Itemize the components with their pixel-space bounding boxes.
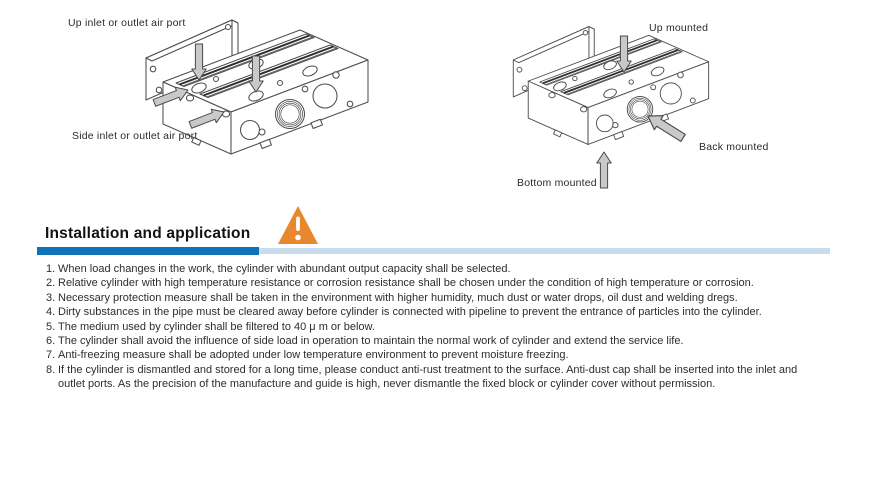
note-number: 3. xyxy=(46,291,56,304)
note-text: Relative cylinder with high temperature resistance or corrosion resistance shall be chosen under the condition of high temperature or corrosion. xyxy=(58,277,754,290)
note-number: 7. xyxy=(46,349,56,362)
note-number: 8. xyxy=(46,363,56,376)
header-rule-light xyxy=(259,248,830,254)
label-back-mounted: Back mounted xyxy=(699,141,769,153)
note-item xyxy=(46,305,812,319)
section-title: Installation and application xyxy=(45,225,251,242)
note-text: The cylinder shall avoid the influence of side load in operation to maintain the normal work of cylinder and extend the service life. xyxy=(58,335,684,348)
label-up-mounted: Up mounted xyxy=(649,22,709,34)
up-arrow-icon xyxy=(597,152,611,188)
header-rule-dark xyxy=(37,247,259,255)
note-item xyxy=(46,348,812,362)
note-item xyxy=(46,320,812,334)
note-number: 6. xyxy=(46,335,56,348)
note-text: The medium used by cylinder shall be filtered to 40 μ m or below. xyxy=(58,320,375,333)
warning-triangle-icon xyxy=(276,204,320,250)
note-item xyxy=(46,262,812,276)
note-text: Anti-freezing measure shall be adopted under low temperature environment to prevent moisture freezing. xyxy=(58,349,569,362)
note-number: 1. xyxy=(46,263,56,275)
note-item xyxy=(46,291,812,305)
note-number: 4. xyxy=(46,306,56,319)
note-text: When load changes in the work, the cylinder with abundant output capacity shall be selected. xyxy=(58,263,511,275)
note-text: Necessary protection measure shall be taken in the environment with higher humidity, much dust or water drops, oil dust and welding dregs. xyxy=(58,291,738,304)
note-number: 2. xyxy=(46,277,56,290)
note-item xyxy=(46,276,812,290)
note-text: If the cylinder is dismantled and stored for a long time, please conduct anti-rust treatment to the surface. Anti-dust cap shall be inserted into the inlet and outlet ports. As the precision of the manufacture and guide is high, never dismantle the fixed block or cylinder cover without permission. xyxy=(58,363,798,391)
label-side-inlet-port: Side inlet or outlet air port xyxy=(72,130,198,142)
right-cylinder-drawing xyxy=(513,27,708,145)
cylinder-diagrams xyxy=(0,0,870,210)
note-text: Dirty substances in the pipe must be cleared away before cylinder is connected with pipeline to prevent the entrance of particles into the cylinder. xyxy=(58,306,762,319)
note-item xyxy=(46,363,812,392)
label-bottom-mounted: Bottom mounted xyxy=(517,177,597,189)
note-number: 5. xyxy=(46,320,56,333)
notes-list xyxy=(46,262,812,392)
label-up-inlet-port: Up inlet or outlet air port xyxy=(68,17,186,29)
note-item xyxy=(46,334,812,348)
